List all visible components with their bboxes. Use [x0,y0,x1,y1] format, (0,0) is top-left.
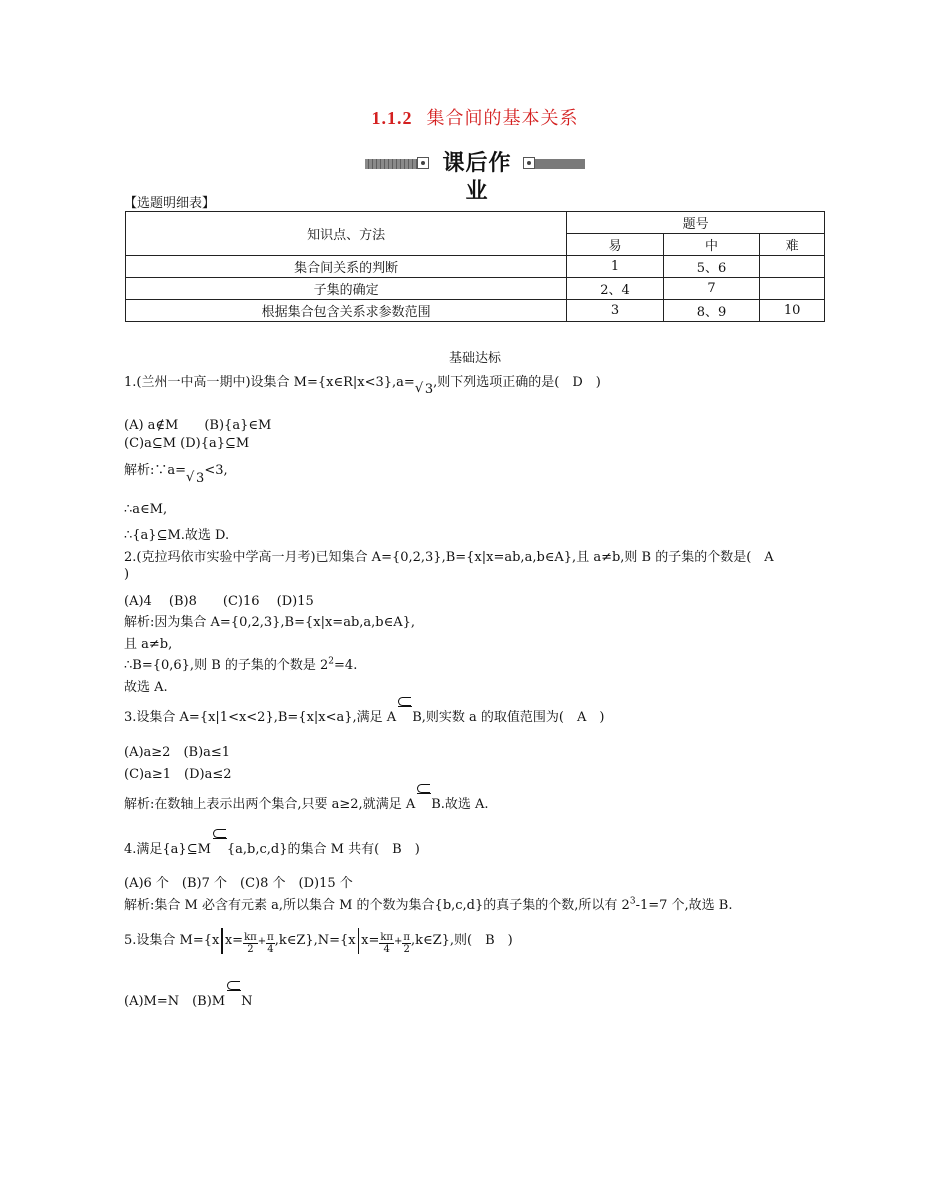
q5-stem [124,928,513,956]
row-medium: 8、9 [663,300,760,322]
row-medium: 7 [663,278,760,300]
table-row [126,256,825,278]
q5-stem-part: ,k∈Z},N={x [274,933,356,948]
set-builder-bar [221,928,223,954]
proper-subset-icon [211,842,227,854]
header-hard: 难 [760,234,825,256]
header-easy: 易 [567,234,664,256]
q2-solution-1: 解析:因为集合 A={0,2,3},B={x|x=ab,a,b∈A}, [124,615,416,630]
q3-sol-part: 解析:在数轴上表示出两个集合,只要 a≥2,就满足 A [124,797,416,812]
q1-options-1: (A) a∉M (B){a}∈M [124,418,272,433]
detail-table-label: 【选题明细表】 [124,196,216,211]
banner-text: 课后作业 [442,151,512,204]
row-hard [760,278,825,300]
q1-stem-part: 1.(兰州一中高一期中)设集合 M={x∈R|x<3},a= [124,375,415,390]
fraction-denominator: 2 [247,944,254,955]
section-title: 集合间的基本关系 [426,108,579,129]
q3-stem-part: B,则实数 a 的取值范围为( A ) [412,710,605,725]
homework-banner [365,150,587,204]
banner-right-knob-icon [523,157,535,169]
banner-left-bar [365,159,417,169]
q1-stem-part: ,则下列选项正确的是( D ) [433,375,601,390]
proper-subset-icon [225,994,241,1006]
sqrt-symbol [186,471,204,486]
q3-solution [124,793,489,812]
plus-sign: + [257,936,267,947]
q4-sol-exponent: 3 [629,896,636,907]
row-easy: 3 [567,300,664,322]
fraction [243,932,258,956]
sqrt-symbol [415,382,433,397]
q5-stem-part: 5.设集合 M={x [124,933,220,948]
row-medium: 5、6 [663,256,760,278]
table-row [126,278,825,300]
q4-stem-part: {a,b,c,d}的集合 M 共有( B ) [226,842,420,857]
table-row [126,300,825,322]
proper-subset-icon [415,797,431,809]
fraction-denominator: 2 [403,944,410,955]
q4-stem-part: 4.满足{a}⊆M [124,842,211,857]
q2-solution-4: 故选 A. [124,680,168,695]
fraction-numerator: π [267,932,274,943]
q2-options: (A)4 (B)8 (C)16 (D)15 [124,594,314,609]
q1-sol-part: 解析:∵a= [124,463,187,478]
q5-options [124,990,253,1009]
q2-solution-2: 且 a≠b, [124,637,173,652]
fraction-numerator: π [403,932,410,943]
set-builder-bar [358,928,360,954]
q1-solution-2: ∴a∈M, [124,502,168,517]
plus-sign: + [394,936,403,947]
row-easy: 1 [567,256,664,278]
fraction-denominator: 4 [383,944,390,955]
row-hard [760,256,825,278]
page-title [0,104,950,130]
q2-stem-end: ) [124,567,130,582]
q4-sol-part: -1=7 个,故选 B. [635,898,733,913]
header-medium: 中 [663,234,760,256]
q2-sol-part: ∴B={0,6},则 B 的子集的个数是 2 [124,658,329,673]
q1-solution-1 [124,459,228,486]
header-knowledge: 知识点、方法 [126,212,567,256]
row-topic: 集合间关系的判断 [126,256,567,278]
q4-stem [124,838,420,857]
q4-options: (A)6 个 (B)7 个 (C)8 个 (D)15 个 [124,876,353,891]
q1-solution-3: ∴{a}⊆M.故选 D. [124,528,230,543]
q3-stem [124,706,604,725]
section-heading-basic: 基础达标 [448,351,501,366]
q5-n-expr: x= [361,933,380,948]
q2-solution-3 [124,654,357,673]
q1-sol-part: <3, [204,463,228,478]
q1-sqrt-value: 3 [424,382,434,397]
q5-stem-part: ,k∈Z},则( B ) [410,933,513,948]
q1-sol-sqrt-value: 3 [196,471,205,486]
q3-stem-part: 3.设集合 A={x|1<x<2},B={x|x<a},满足 A [124,710,397,725]
fraction-numerator: kπ [380,932,394,943]
banner-left-knob-icon [417,157,429,169]
row-easy: 2、4 [567,278,664,300]
fraction-numerator: kπ [244,932,257,943]
q5-opt-part: (A)M=N (B)M [124,994,226,1009]
q3-options-2: (C)a≥1 (D)a≤2 [124,767,232,782]
question-detail-table [125,211,825,322]
fraction [379,932,394,956]
row-topic: 子集的确定 [126,278,567,300]
q3-sol-part: B.故选 A. [431,797,489,812]
section-number: 1.1.2 [371,108,413,128]
row-hard: 10 [760,300,825,322]
q4-sol-part: 解析:集合 M 必含有元素 a,所以集合 M 的个数为集合{b,c,d}的真子集的个数,所以有 2 [124,898,630,913]
fraction [402,932,411,956]
q2-sol-exponent: 2 [328,656,335,667]
banner-right-bar [535,159,585,169]
q2-sol-part: =4. [334,658,358,673]
q5-opt-part: N [241,994,253,1009]
q4-solution [124,894,732,913]
fraction [266,932,275,956]
q1-stem [124,371,601,397]
q3-options-1: (A)a≥2 (B)a≤1 [124,745,231,760]
header-question-no: 题号 [567,212,825,234]
q2-stem: 2.(克拉玛依市实验中学高一月考)已知集合 A={0,2,3},B={x|x=ab,a,b∈A},且 a≠b,则 B 的子集的个数是( A [124,550,774,565]
fraction-denominator: 4 [267,944,274,955]
q1-options-2: (C)a⊆M (D){a}⊆M [124,436,250,451]
row-topic: 根据集合包含关系求参数范围 [126,300,567,322]
q5-m-expr: x= [224,933,244,948]
proper-subset-icon [396,710,412,722]
